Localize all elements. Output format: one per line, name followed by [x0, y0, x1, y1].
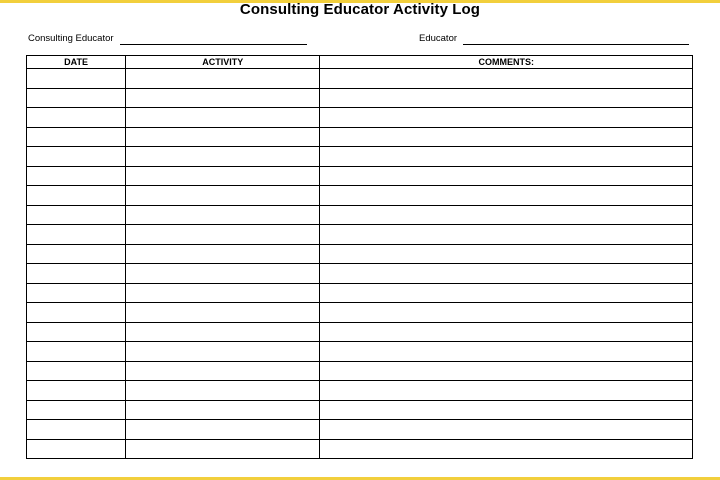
table-row	[27, 439, 693, 459]
page-title: Consulting Educator Activity Log	[239, 1, 481, 18]
table-row	[27, 127, 693, 147]
date-cell[interactable]	[27, 166, 126, 186]
activity-cell[interactable]	[126, 127, 320, 147]
educator-blank-line[interactable]	[463, 33, 689, 45]
date-cell[interactable]	[27, 127, 126, 147]
table-row	[27, 283, 693, 303]
table-row	[27, 322, 693, 342]
activity-cell[interactable]	[126, 264, 320, 284]
date-column-header: DATE	[27, 56, 126, 69]
activity-cell[interactable]	[126, 439, 320, 459]
date-cell[interactable]	[27, 225, 126, 245]
activity-cell[interactable]	[126, 303, 320, 323]
activity-cell[interactable]	[126, 342, 320, 362]
table-row	[27, 381, 693, 401]
consulting-educator-field	[28, 31, 307, 45]
comments-cell[interactable]	[320, 127, 693, 147]
date-cell[interactable]	[27, 322, 126, 342]
table-row	[27, 88, 693, 108]
table-row	[27, 225, 693, 245]
table-row	[27, 147, 693, 167]
comments-cell[interactable]	[320, 88, 693, 108]
activity-cell[interactable]	[126, 166, 320, 186]
comments-column-header: COMMENTS:	[320, 56, 693, 69]
date-cell[interactable]	[27, 303, 126, 323]
comments-cell[interactable]	[320, 244, 693, 264]
date-cell[interactable]	[27, 439, 126, 459]
activity-cell[interactable]	[126, 225, 320, 245]
comments-cell[interactable]	[320, 147, 693, 167]
comments-cell[interactable]	[320, 205, 693, 225]
table-row	[27, 205, 693, 225]
activity-cell[interactable]	[126, 361, 320, 381]
comments-cell[interactable]	[320, 108, 693, 128]
activity-cell[interactable]	[126, 108, 320, 128]
activity-log-table	[26, 55, 693, 459]
table-body	[27, 69, 693, 459]
activity-cell[interactable]	[126, 69, 320, 89]
comments-cell[interactable]	[320, 225, 693, 245]
date-cell[interactable]	[27, 342, 126, 362]
table-row	[27, 264, 693, 284]
comments-cell[interactable]	[320, 439, 693, 459]
activity-cell[interactable]	[126, 322, 320, 342]
date-cell[interactable]	[27, 147, 126, 167]
activity-column-header: ACTIVITY	[126, 56, 320, 69]
activity-cell[interactable]	[126, 420, 320, 440]
activity-cell[interactable]	[126, 147, 320, 167]
date-cell[interactable]	[27, 283, 126, 303]
date-cell[interactable]	[27, 69, 126, 89]
comments-cell[interactable]	[320, 186, 693, 206]
comments-cell[interactable]	[320, 69, 693, 89]
date-cell[interactable]	[27, 381, 126, 401]
table-header-row	[27, 56, 693, 69]
comments-cell[interactable]	[320, 322, 693, 342]
activity-cell[interactable]	[126, 381, 320, 401]
educator-field	[419, 31, 689, 45]
date-cell[interactable]	[27, 361, 126, 381]
activity-cell[interactable]	[126, 205, 320, 225]
table-row	[27, 303, 693, 323]
comments-cell[interactable]	[320, 166, 693, 186]
date-cell[interactable]	[27, 186, 126, 206]
date-cell[interactable]	[27, 400, 126, 420]
date-cell[interactable]	[27, 264, 126, 284]
comments-cell[interactable]	[320, 342, 693, 362]
consulting-educator-label: Consulting Educator	[28, 33, 114, 44]
table-row	[27, 69, 693, 89]
date-cell[interactable]	[27, 244, 126, 264]
consulting-educator-blank-line[interactable]	[120, 33, 307, 45]
comments-cell[interactable]	[320, 283, 693, 303]
comments-cell[interactable]	[320, 361, 693, 381]
date-cell[interactable]	[27, 205, 126, 225]
date-cell[interactable]	[27, 108, 126, 128]
activity-cell[interactable]	[126, 244, 320, 264]
table-row	[27, 361, 693, 381]
table-row	[27, 166, 693, 186]
activity-cell[interactable]	[126, 186, 320, 206]
activity-cell[interactable]	[126, 283, 320, 303]
date-cell[interactable]	[27, 88, 126, 108]
comments-cell[interactable]	[320, 420, 693, 440]
table-row	[27, 342, 693, 362]
comments-cell[interactable]	[320, 400, 693, 420]
table-row	[27, 400, 693, 420]
comments-cell[interactable]	[320, 303, 693, 323]
activity-cell[interactable]	[126, 88, 320, 108]
table-row	[27, 108, 693, 128]
comments-cell[interactable]	[320, 264, 693, 284]
educator-label: Educator	[419, 33, 458, 44]
activity-cell[interactable]	[126, 400, 320, 420]
date-cell[interactable]	[27, 420, 126, 440]
table-row	[27, 244, 693, 264]
table-row	[27, 186, 693, 206]
comments-cell[interactable]	[320, 381, 693, 401]
table-row	[27, 420, 693, 440]
